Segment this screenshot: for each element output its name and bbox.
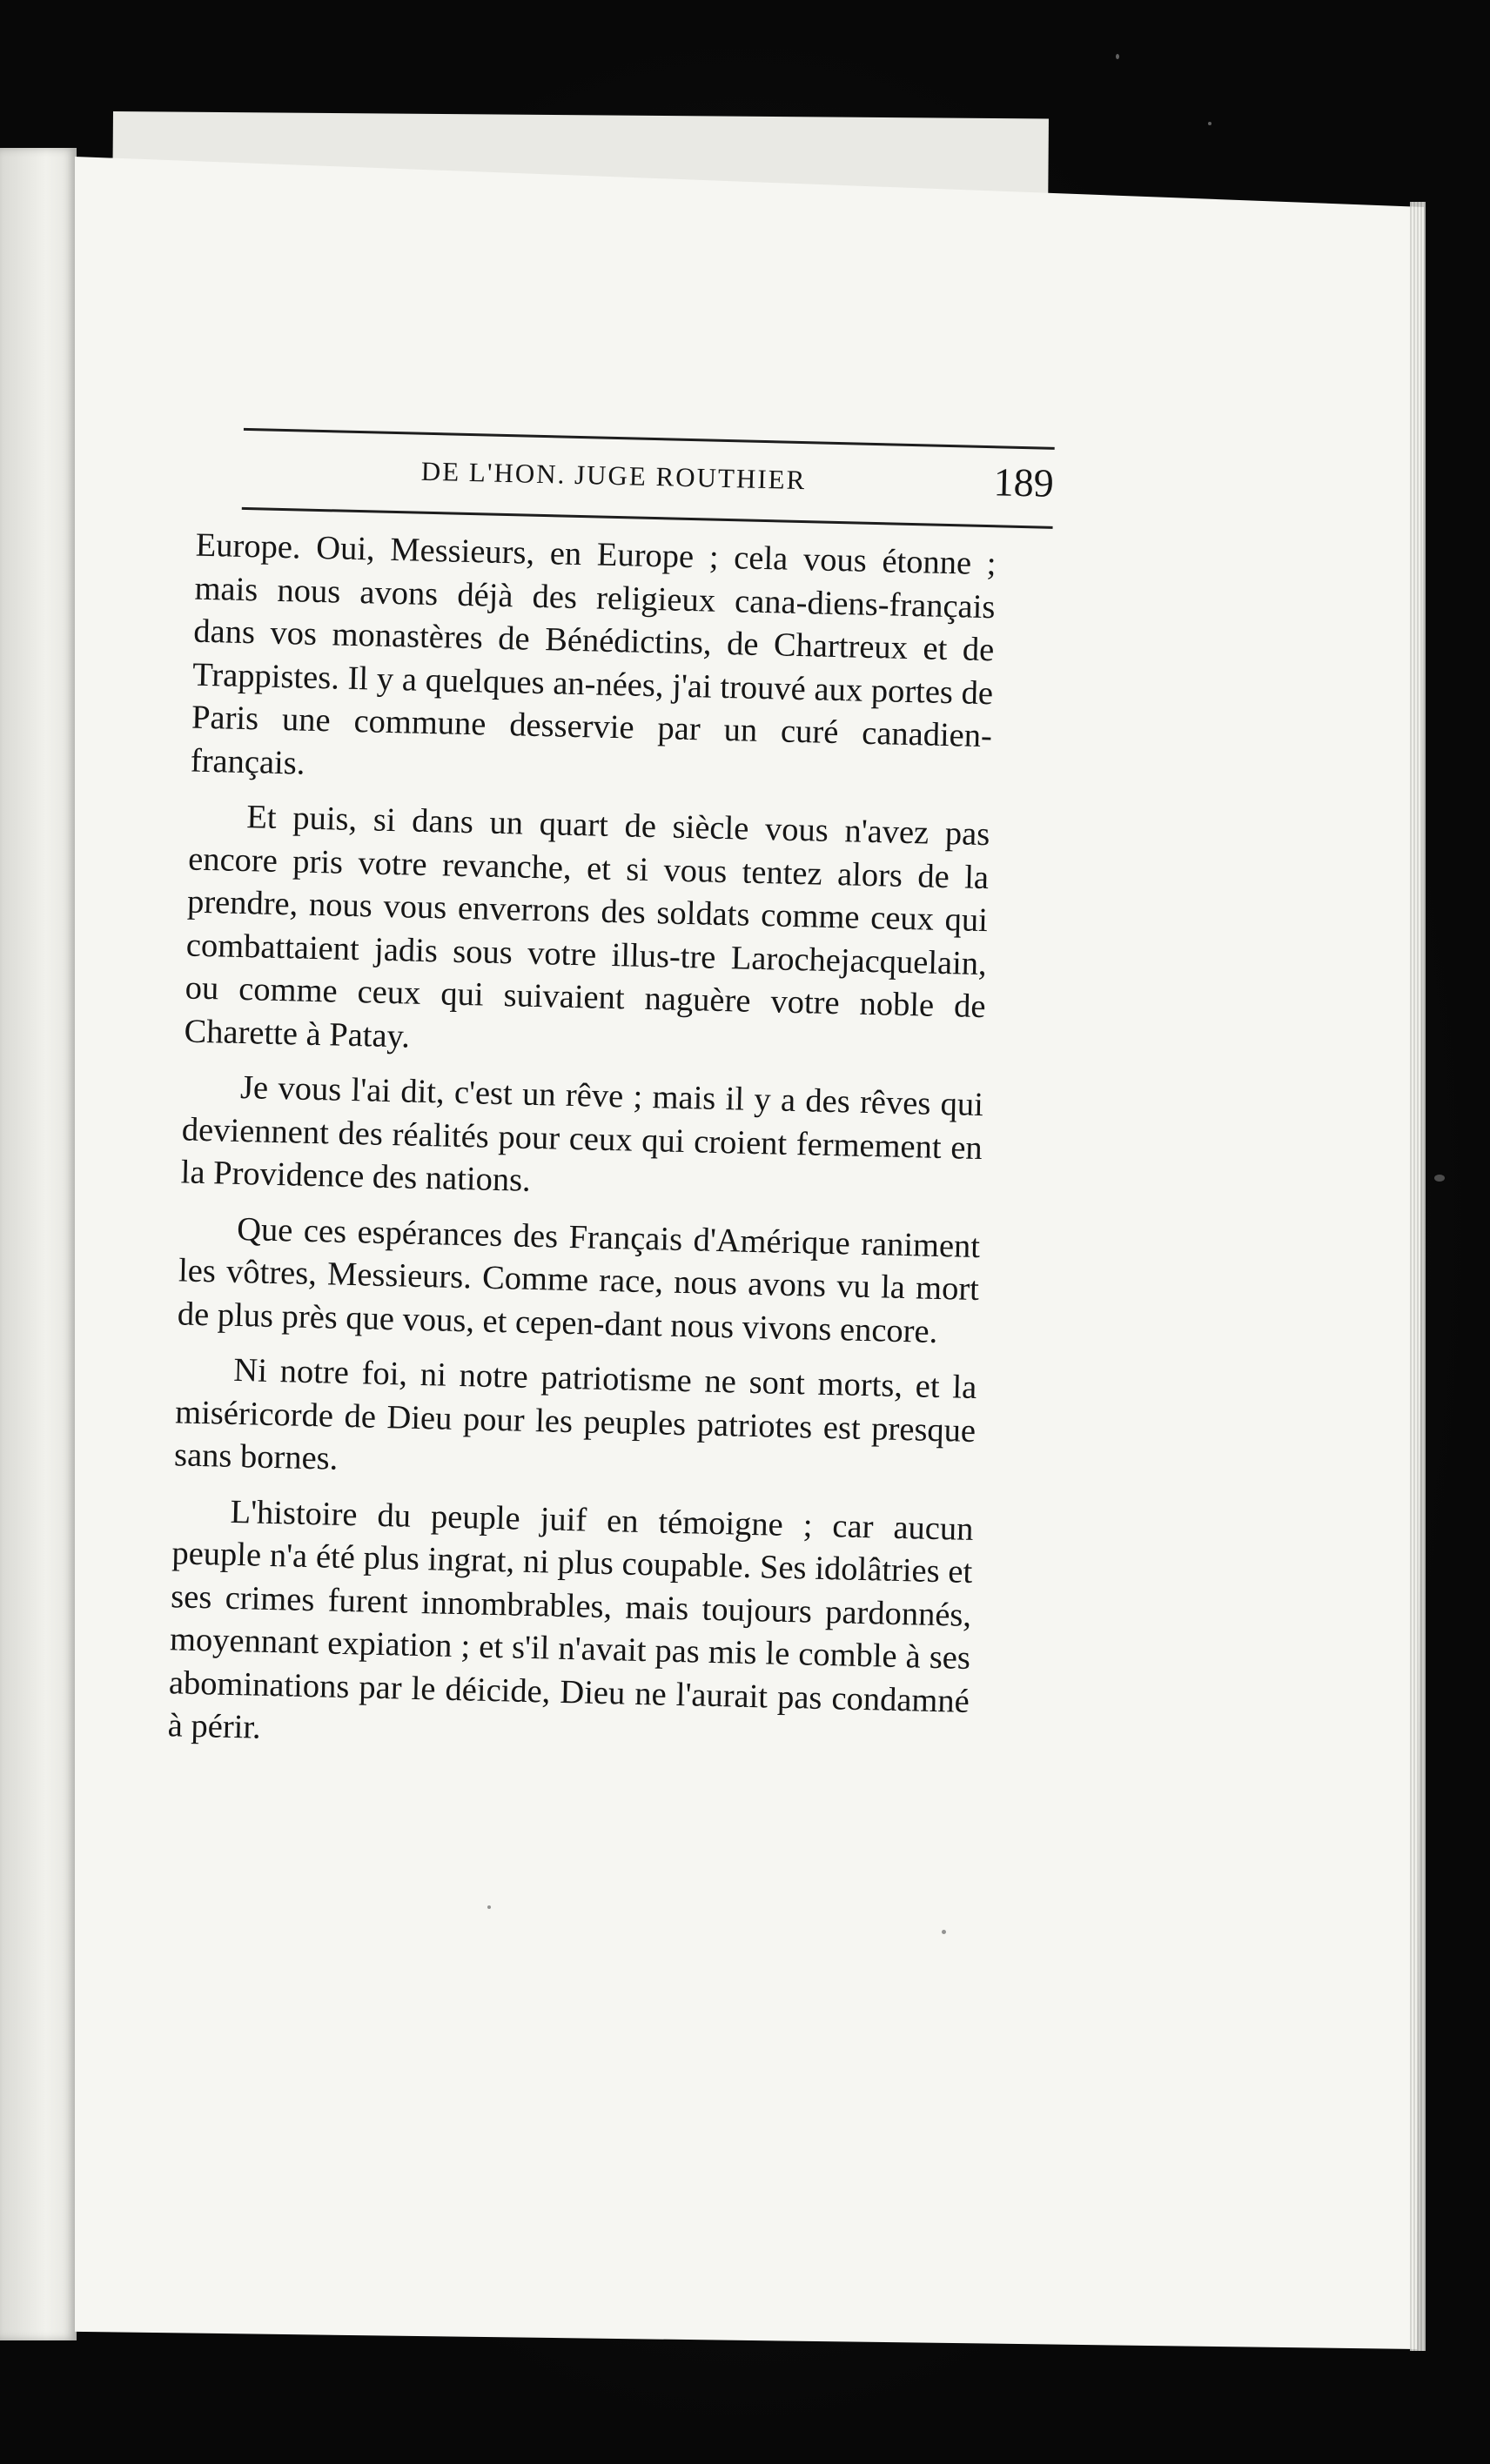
scan-speck [1116,54,1119,59]
scan-speck [942,1930,946,1934]
scan-speck [1208,122,1211,125]
paragraph-3: Je vous l'ai dit, c'est un rêve ; mais il y a des rêves qui deviennent des réalités pour ceux qui croient fermement en la Providence des nations. [180,1069,984,1199]
paragraph-6: L'histoire du peuple juif en témoigne ; car aucun peuple n'a été plus ingrat, ni plus coupable. Ses idolâtries et ses crimes furent innombrables, mais toujours pardonnés, moyennant expiation ; et s'il n'avait pas mis le comble à ses abominations par le déicide, Dieu ne l'aurait pas condamné à périr. [167,1493,974,1746]
facing-page-edge [0,148,77,2340]
paragraph-2: Et puis, si dans un quart de siècle vous n'avez pas encore pris votre revanche, et si vous tentez alors de la prendre, nous vous enverrons des soldats comme ceux qui combattaient jadis sous votre illus-tre Larochejacquelain, ou comme ceux qui suivaient naguère votre noble de Charette à Patay. [184,799,990,1055]
paragraph-5: Ni notre foi, ni notre patriotisme ne sont morts, et la miséricorde de Dieu pour les peuples patriotes est presque sans bornes. [173,1351,977,1477]
paragraph-4: Que ces espérances des Français d'Amérique raniment les vôtres, Messieurs. Comme race, nous avons vu la mort de plus près que vous, et cepen-dant nous vivons encore. [177,1210,981,1350]
page-text-block [143,426,1055,1780]
scan-speck [1434,1175,1445,1182]
scan-speck [487,1905,491,1909]
page-number: 189 [993,459,1055,506]
page-stack-edge [1410,202,1426,2351]
body-text [167,525,997,1767]
running-head-title: DE L'HON. JUGE ROUTHIER [420,455,807,496]
paragraph-1: Europe. Oui, Messieurs, en Europe ; cela vous étonne ; mais nous avons déjà des religieux cana-diens-français dans vos monastères de Bénédictins, de Chartreux et de Trappistes. Il y a quelques an-nées, j'ai trouvé aux portes de Paris une commune desservie par un curé canadien-français. [190,526,997,782]
